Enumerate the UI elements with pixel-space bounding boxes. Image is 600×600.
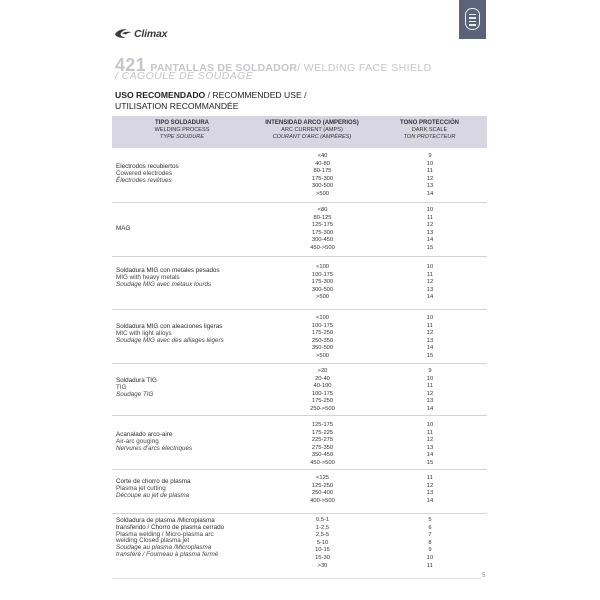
process-name-line: Électrodes revêtues (116, 176, 172, 184)
brand-name: Climax (134, 27, 168, 40)
welding-process-cell (116, 164, 179, 184)
dark-scale-value: 11 (426, 562, 434, 569)
dark-scale-value: 9 (428, 368, 432, 374)
dark-scale-value: 8 (428, 539, 432, 546)
welding-process-cell (116, 378, 157, 398)
process-name-line: Plasma jet cutting (116, 484, 166, 492)
arc-current-value: <40 (317, 153, 328, 159)
table-row (112, 514, 487, 574)
dark-scale-value: 12 (426, 437, 434, 444)
process-name-line: Découpe au jet de plasma (116, 491, 190, 499)
header-label-en: DARK SCALE (411, 127, 448, 134)
process-name-line: Cowered electrodes (116, 169, 173, 177)
dark-scale-value: 14 (426, 294, 434, 301)
process-name-line: Soldadura TIG (116, 377, 157, 384)
arc-current-value: 125-175 (311, 222, 334, 229)
menu-tab[interactable] (459, 0, 486, 39)
header-arc-current (242, 120, 382, 142)
arc-current-value: 80-125 (313, 214, 332, 221)
arc-current-value: 225-275 (311, 437, 334, 444)
table-row (112, 257, 487, 310)
climax-logo-icon (113, 28, 133, 39)
title-fr: / CAGOULE DE SOUDAGE (115, 70, 254, 82)
dark-scale-cell (420, 517, 440, 570)
brand-logo (113, 27, 167, 40)
arc-current-value: 20-40 (315, 375, 330, 382)
dark-scale-value: 12 (426, 175, 434, 182)
arc-current-cell (295, 368, 350, 414)
arc-current-value: <125 (315, 475, 330, 481)
header-label-es: TIPO SOLDADURA (155, 120, 209, 126)
arc-current-value: 125-175 (311, 422, 334, 428)
section-heading (115, 90, 306, 100)
table-row (112, 416, 487, 470)
process-name-line: TIG (116, 383, 127, 391)
dark-scale-value: 10 (426, 264, 434, 270)
welding-process-cell (116, 432, 192, 452)
dark-scale-value: 11 (426, 322, 434, 329)
process-name-line: Soudage MIG avec métaux lourds (116, 280, 212, 288)
footer-divider (112, 578, 482, 579)
process-name-line: Nervures d'arcs électriques (116, 444, 193, 452)
header-label-fr: TON PROTECTEUR (403, 134, 456, 141)
arc-current-value: >30 (317, 562, 328, 569)
arc-current-value: >500 (315, 190, 330, 197)
product-code: 421 (115, 55, 146, 75)
dark-scale-value: 14 (426, 345, 434, 352)
arc-current-value: 175-300 (311, 175, 334, 182)
dark-scale-value: 13 (426, 183, 434, 190)
dark-scale-value: 12 (426, 279, 434, 286)
dark-scale-value: 9 (428, 547, 432, 554)
dark-scale-value: 12 (426, 222, 434, 229)
table-header (112, 116, 487, 148)
arc-current-cell (295, 475, 350, 505)
process-name-line: Soldadura MIG con metales pesados (116, 267, 220, 274)
arc-current-value: 125-250 (311, 482, 334, 489)
arc-current-value: <100 (315, 264, 330, 270)
dark-scale-value: 10 (426, 207, 434, 213)
header-dark-scale (377, 120, 482, 142)
dark-scale-value: 13 (426, 398, 434, 405)
header-label-fr: COURANT D'ARC (AMPÈRES) (272, 134, 352, 141)
dark-scale-value: 12 (426, 330, 434, 337)
header-label-es: TONO PROTECCIÓN (400, 120, 459, 126)
arc-current-value: 100-175 (311, 271, 334, 278)
arc-current-value: 175-250 (311, 330, 334, 337)
dark-scale-value: 15 (426, 244, 434, 251)
dark-scale-value: 13 (426, 490, 434, 497)
dark-scale-value: 13 (426, 229, 434, 236)
process-name-line: Corte de chorro de plasma (116, 478, 191, 485)
dark-scale-value: 14 (426, 497, 434, 504)
dark-scale-value: 14 (426, 452, 434, 459)
dark-scale-value: 14 (426, 237, 434, 244)
title-en: / WELDING FACE SHIELD (297, 62, 432, 74)
arc-current-value: 275-350 (311, 444, 334, 451)
dark-scale-cell (420, 315, 440, 361)
dark-scale-value: 6 (428, 524, 432, 531)
process-name-line: Electrodos recubiertos (116, 163, 179, 170)
process-name-line: Soldadura MIG con aleaciones ligeras (116, 323, 223, 330)
arc-current-value: 100-175 (311, 390, 334, 397)
process-name-line: Soudage TIG (116, 390, 154, 398)
arc-current-cell (295, 315, 350, 361)
process-name-line: Soudage au plasma /Microplasma (116, 544, 212, 552)
process-name-line: Soldadura de plasma /Microplasma (116, 517, 215, 524)
arc-current-value: 40-80 (315, 160, 330, 167)
table-row (112, 364, 487, 416)
arc-current-value: 0,5-1 (315, 517, 330, 523)
dark-scale-value: 5 (428, 517, 432, 523)
arc-current-cell (295, 207, 350, 253)
dark-scale-value: 10 (426, 422, 434, 428)
arc-current-cell (295, 422, 350, 468)
dark-scale-value: 11 (426, 429, 434, 436)
arc-current-value: 300-500 (311, 286, 334, 293)
arc-current-value: 350-450 (311, 452, 334, 459)
dark-scale-value: 14 (426, 190, 434, 197)
dark-scale-value: 12 (426, 482, 434, 489)
process-name-line: MIG with heavy metals (116, 273, 180, 281)
welding-process-cell (116, 479, 191, 499)
use-es: USO RECOMENDADO (115, 90, 206, 100)
arc-current-value: 175-250 (311, 398, 334, 405)
arc-current-value: <80 (317, 207, 328, 213)
arc-current-value: >500 (315, 294, 330, 301)
dark-scale-value: 15 (426, 352, 434, 359)
arc-current-value: 15-30 (315, 554, 330, 561)
dark-scale-value: 9 (428, 153, 432, 159)
dark-scale-value: 11 (426, 168, 434, 175)
header-label-es: INTENSIDAD ARCO (AMPERIOS) (265, 120, 359, 126)
dark-scale-cell (420, 422, 440, 468)
arc-current-value: 40-100 (313, 383, 332, 390)
process-name-line: Acanalado arco-aire (116, 431, 173, 438)
arc-current-value: 5-10 (316, 539, 329, 546)
arc-current-value: 175-300 (311, 279, 334, 286)
welding-process-cell (116, 324, 224, 344)
dark-scale-value: 11 (426, 271, 434, 278)
process-name-line: Soudage MIG avec des alliages légers (116, 336, 224, 344)
table-row (112, 148, 487, 203)
page-number: 5 (482, 573, 486, 579)
dark-scale-cell (420, 264, 440, 302)
arc-current-value: 300-500 (311, 183, 334, 190)
header-welding-process (112, 120, 252, 142)
process-name-line: welding Closed plasma jet (116, 537, 190, 545)
arc-current-value: 2,5-5 (315, 532, 330, 539)
use-en: / RECOMMENDED USE / (205, 90, 307, 100)
process-name-line: MIC with light alloys (116, 329, 172, 337)
arc-current-value: 10-15 (315, 547, 330, 554)
arc-current-value: 250-350 (311, 337, 334, 344)
dark-scale-value: 14 (426, 405, 434, 412)
table-row (112, 470, 487, 514)
dark-scale-value: 13 (426, 337, 434, 344)
process-name-line: Plasma welding / Micro-plasma arc (116, 530, 214, 538)
table-row (112, 203, 487, 257)
dark-scale-cell (420, 207, 440, 253)
dark-scale-value: 11 (426, 475, 434, 481)
arc-current-value: 250->500 (310, 405, 335, 412)
arc-current-cell (295, 517, 350, 570)
arc-current-value: 175-300 (311, 229, 334, 236)
dark-scale-cell (420, 475, 440, 505)
arc-current-value: >20 (317, 368, 328, 374)
arc-current-value: 300-450 (311, 237, 334, 244)
arc-current-value: 450->500 (310, 244, 335, 251)
welding-process-cell (116, 226, 130, 233)
dark-scale-value: 10 (426, 315, 434, 321)
dark-scale-cell (420, 368, 440, 414)
dark-scale-cell (420, 153, 440, 199)
header-label-fr: TYPE SOUDURE (159, 134, 205, 141)
arc-current-cell (295, 264, 350, 302)
arc-current-value: 450->500 (310, 459, 335, 466)
welding-process-cell (116, 518, 224, 559)
title-es: PANTALLAS DE SOLDADOR (150, 62, 298, 74)
dark-scale-value: 7 (428, 532, 432, 539)
process-name-line: transferido / Chorro de plasma cerrado (116, 523, 225, 531)
arc-current-value: >500 (315, 352, 330, 359)
arc-current-value: 400->500 (310, 497, 335, 504)
arc-current-value: 80-175 (313, 168, 332, 175)
arc-current-value: 100-175 (311, 322, 334, 329)
dark-scale-value: 11 (426, 214, 434, 221)
arc-current-value: <100 (315, 315, 330, 321)
header-label-en: WELDING PROCESS (154, 127, 210, 134)
dark-scale-value: 13 (426, 444, 434, 451)
dark-scale-value: 10 (426, 375, 434, 382)
arc-current-value: 250-400 (311, 490, 334, 497)
dark-scale-value: 10 (426, 554, 434, 561)
arc-current-cell (295, 153, 350, 199)
dark-scale-value: 12 (426, 390, 434, 397)
dark-scale-value: 10 (426, 160, 434, 167)
dark-scale-value: 13 (426, 286, 434, 293)
dark-scale-value: 11 (426, 383, 434, 390)
process-name-line: transféré / Fourneau à plasma fermé (116, 550, 219, 558)
table-row (112, 310, 487, 364)
arc-current-value: 175-225 (311, 429, 334, 436)
process-name-line: MAG (116, 225, 131, 232)
process-name-line: Air-arc gouging (116, 437, 159, 445)
arc-current-value: 350-500 (311, 345, 334, 352)
header-label-en: ARC CURRENT (AMPS) (281, 127, 343, 134)
use-fr: UTILISATION RECOMMANDÉE (115, 101, 239, 111)
welding-process-cell (116, 268, 220, 288)
dark-scale-value: 15 (426, 459, 434, 466)
arc-current-value: 1-2,5 (315, 524, 330, 531)
battery-icon (465, 8, 480, 30)
